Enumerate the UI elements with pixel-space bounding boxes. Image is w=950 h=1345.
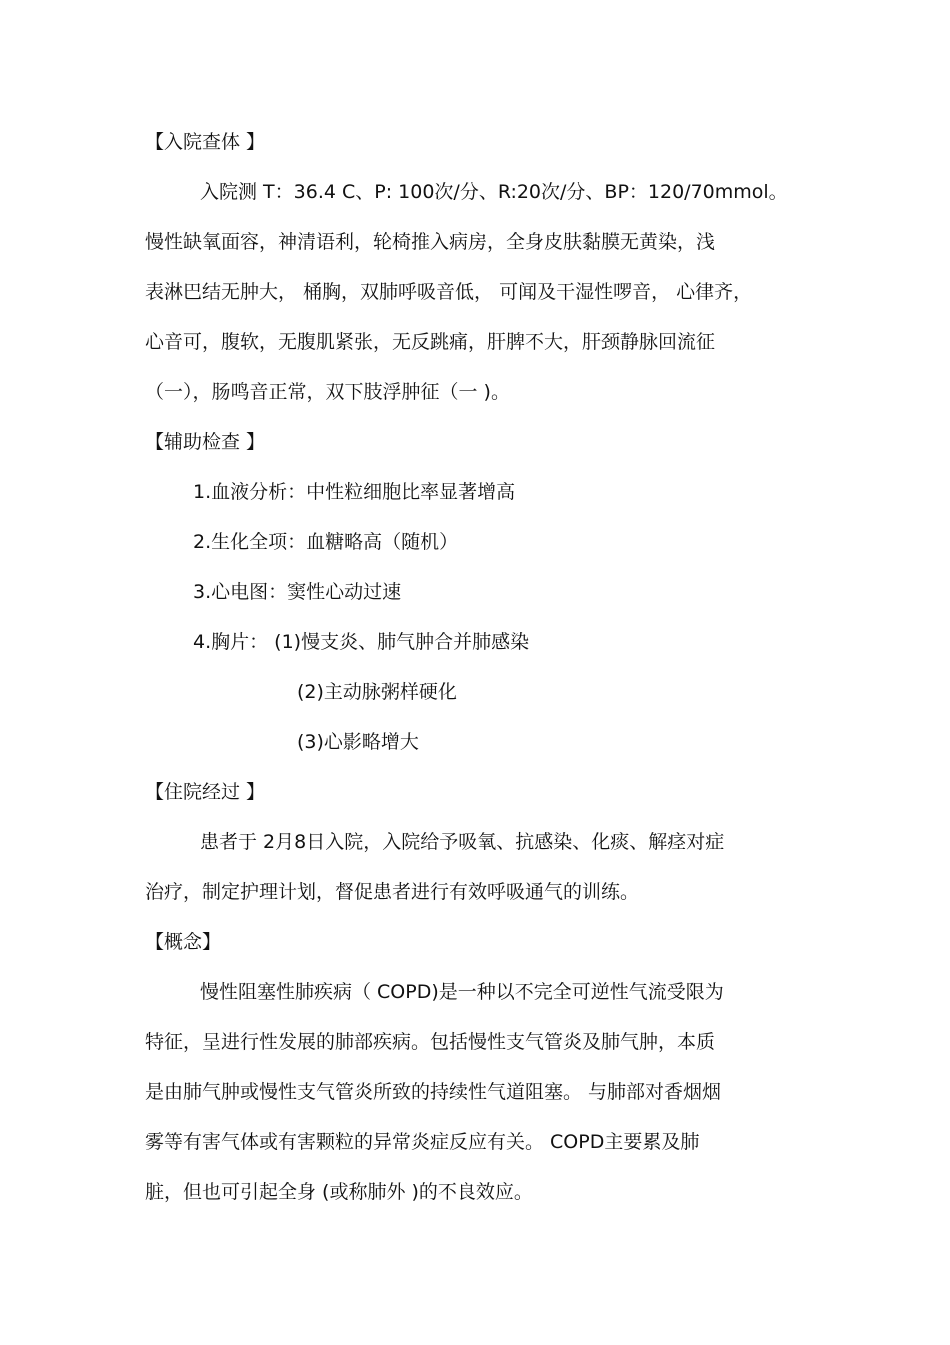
exam-line: （一），肠鸣音正常，双下肢浮肿征（一 )。 bbox=[145, 381, 510, 403]
aux-heading: 【辅助检查 】 bbox=[145, 431, 266, 453]
exam-line: 表淋巴结无肿大， 桶胸，双肺呼吸音低， 可闻及干湿性啰音， 心律齐， bbox=[145, 281, 753, 303]
aux-sub-item: (2)主动脉粥样硬化 bbox=[297, 681, 457, 703]
concept-line: 是由肺气肿或慢性支气管炎所致的持续性气道阻塞。 与肺部对香烟烟 bbox=[145, 1081, 722, 1103]
aux-item: 4.胸片： (1)慢支炎、肺气肿合并肺感染 bbox=[193, 631, 530, 653]
concept-line: 脏，但也可引起全身 (或称肺外 )的不良效应。 bbox=[145, 1181, 533, 1203]
aux-sub-item: (3)心影略增大 bbox=[297, 731, 419, 753]
concept-line: 雾等有害气体或有害颗粒的异常炎症反应有关。 COPD主要累及肺 bbox=[145, 1131, 700, 1153]
aux-item: 1.血液分析：中性粒细胞比率显著增高 bbox=[193, 481, 516, 503]
exam-heading: 【入院查体 】 bbox=[145, 131, 266, 153]
concept-line: 特征，呈进行性发展的肺部疾病。包括慢性支气管炎及肺气肿，本质 bbox=[145, 1031, 716, 1053]
aux-item: 3.心电图：窦性心动过速 bbox=[193, 581, 402, 603]
course-line: 患者于 2月8日入院，入院给予吸氧、抗感染、化痰、解痉对症 bbox=[200, 831, 725, 853]
concept-heading: 【概念】 bbox=[145, 931, 222, 953]
exam-line: 慢性缺氧面容，神清语利，轮椅推入病房，全身皮肤黏膜无黄染，浅 bbox=[145, 231, 716, 253]
concept-line: 慢性阻塞性肺疾病（ COPD)是一种以不完全可逆性气流受限为 bbox=[200, 981, 724, 1003]
exam-line: 入院测 T：36.4 C、P: 100次/分、R:20次/分、BP：120/70mmol。 bbox=[200, 181, 788, 203]
course-heading: 【住院经过 】 bbox=[145, 781, 266, 803]
aux-item: 2.生化全项：血糖略高（随机） bbox=[193, 531, 459, 553]
course-line: 治疗，制定护理计划，督促患者进行有效呼吸通气的训练。 bbox=[145, 881, 640, 903]
exam-line: 心音可，腹软，无腹肌紧张，无反跳痛，肝脾不大，肝颈静脉回流征 bbox=[145, 331, 716, 353]
